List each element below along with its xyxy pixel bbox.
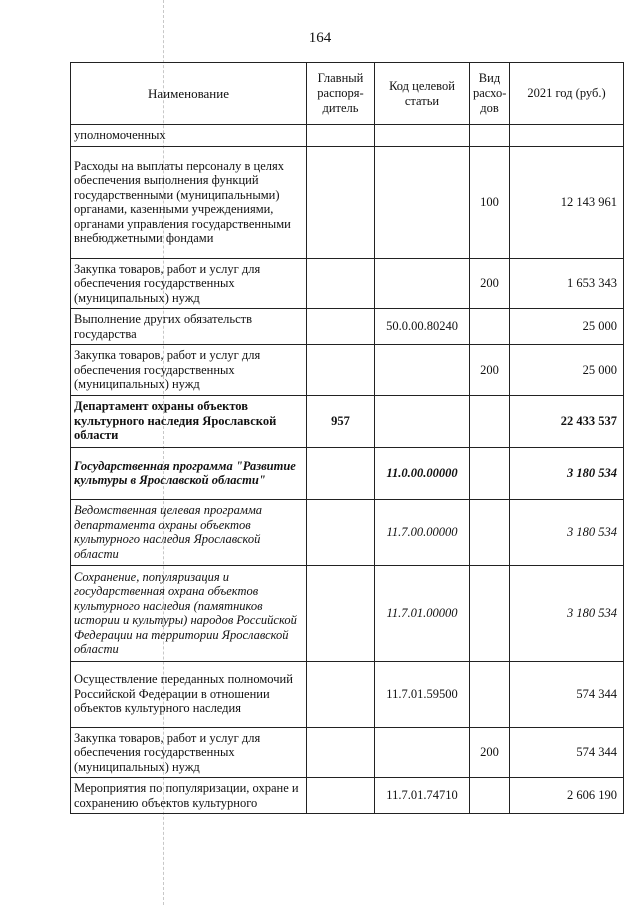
cell-type [470, 395, 510, 447]
cell-amount: 22 433 537 [510, 395, 624, 447]
cell-name: Закупка товаров, работ и услуг для обеспечения государственных (муниципальных) нужд [71, 727, 307, 778]
cell-manager [307, 125, 375, 147]
cell-code: 11.7.00.00000 [375, 499, 470, 565]
cell-name: Расходы на выплаты персоналу в целях обеспечения выполнения функций государственными (муниципальными) органами, казенными учреждениями, органами управления государственными внебюджетными фондами [71, 146, 307, 258]
cell-name: Закупка товаров, работ и услуг для обеспечения государственных (муниципальных) нужд [71, 345, 307, 396]
cell-name: Департамент охраны объектов культурного наследия Ярославской области [71, 395, 307, 447]
cell-name: Сохранение, популяризация и государственная охрана объектов культурного наследия (памятников истории и культуры) народов Российской Федерации на территории Ярославской области [71, 565, 307, 661]
cell-manager [307, 309, 375, 345]
cell-type: 200 [470, 345, 510, 396]
cell-amount: 25 000 [510, 345, 624, 396]
cell-amount: 25 000 [510, 309, 624, 345]
table-row [71, 309, 624, 345]
page-number: 164 [308, 30, 332, 46]
cell-manager [307, 258, 375, 309]
table-row [71, 499, 624, 565]
cell-code [375, 395, 470, 447]
header-name: Наименование [71, 63, 307, 125]
table-row [71, 146, 624, 258]
cell-code: 11.7.01.59500 [375, 661, 470, 727]
cell-type [470, 778, 510, 814]
table-row [71, 345, 624, 396]
cell-code: 11.7.01.74710 [375, 778, 470, 814]
cell-name: уполномоченных [71, 125, 307, 147]
cell-code [375, 727, 470, 778]
cell-type [470, 125, 510, 147]
cell-code [375, 125, 470, 147]
cell-type: 200 [470, 258, 510, 309]
cell-code: 11.0.00.00000 [375, 447, 470, 499]
cell-name: Выполнение других обязательств государства [71, 309, 307, 345]
header-manager: Главный распоря-дитель [307, 63, 375, 125]
cell-code [375, 258, 470, 309]
cell-type [470, 447, 510, 499]
cell-amount: 3 180 534 [510, 447, 624, 499]
table-row [71, 778, 624, 814]
cell-amount: 574 344 [510, 661, 624, 727]
budget-table [70, 62, 624, 814]
cell-type: 100 [470, 146, 510, 258]
cell-name: Ведомственная целевая программа департамента охраны объектов культурного наследия Ярославской области [71, 499, 307, 565]
cell-manager [307, 345, 375, 396]
table-row [71, 258, 624, 309]
cell-type: 200 [470, 727, 510, 778]
table-body [71, 125, 624, 814]
cell-amount: 12 143 961 [510, 146, 624, 258]
cell-manager [307, 727, 375, 778]
header-code: Код целевой статьи [375, 63, 470, 125]
cell-name: Государственная программа "Развитие культуры в Ярославской области" [71, 447, 307, 499]
cell-manager [307, 146, 375, 258]
cell-code [375, 345, 470, 396]
header-amount: 2021 год (руб.) [510, 63, 624, 125]
cell-amount: 1 653 343 [510, 258, 624, 309]
cell-amount: 3 180 534 [510, 565, 624, 661]
cell-name: Мероприятия по популяризации, охране и сохранению объектов культурного [71, 778, 307, 814]
cell-type [470, 309, 510, 345]
cell-amount [510, 125, 624, 147]
cell-type [470, 565, 510, 661]
table-row [71, 565, 624, 661]
cell-manager [307, 778, 375, 814]
table-row [71, 661, 624, 727]
cell-manager [307, 565, 375, 661]
table-header-row [71, 63, 624, 125]
cell-manager [307, 447, 375, 499]
cell-manager [307, 499, 375, 565]
table-row [71, 727, 624, 778]
cell-type [470, 499, 510, 565]
cell-name: Осуществление переданных полномочий Российской Федерации в отношении объектов культурного наследия [71, 661, 307, 727]
cell-amount: 574 344 [510, 727, 624, 778]
table-row [71, 447, 624, 499]
cell-name: Закупка товаров, работ и услуг для обеспечения государственных (муниципальных) нужд [71, 258, 307, 309]
cell-manager: 957 [307, 395, 375, 447]
table-row [71, 395, 624, 447]
cell-code: 50.0.00.80240 [375, 309, 470, 345]
cell-amount: 2 606 190 [510, 778, 624, 814]
header-type: Вид расхо-дов [470, 63, 510, 125]
cell-amount: 3 180 534 [510, 499, 624, 565]
cell-code: 11.7.01.00000 [375, 565, 470, 661]
table-row [71, 125, 624, 147]
cell-manager [307, 661, 375, 727]
cell-type [470, 661, 510, 727]
cell-code [375, 146, 470, 258]
